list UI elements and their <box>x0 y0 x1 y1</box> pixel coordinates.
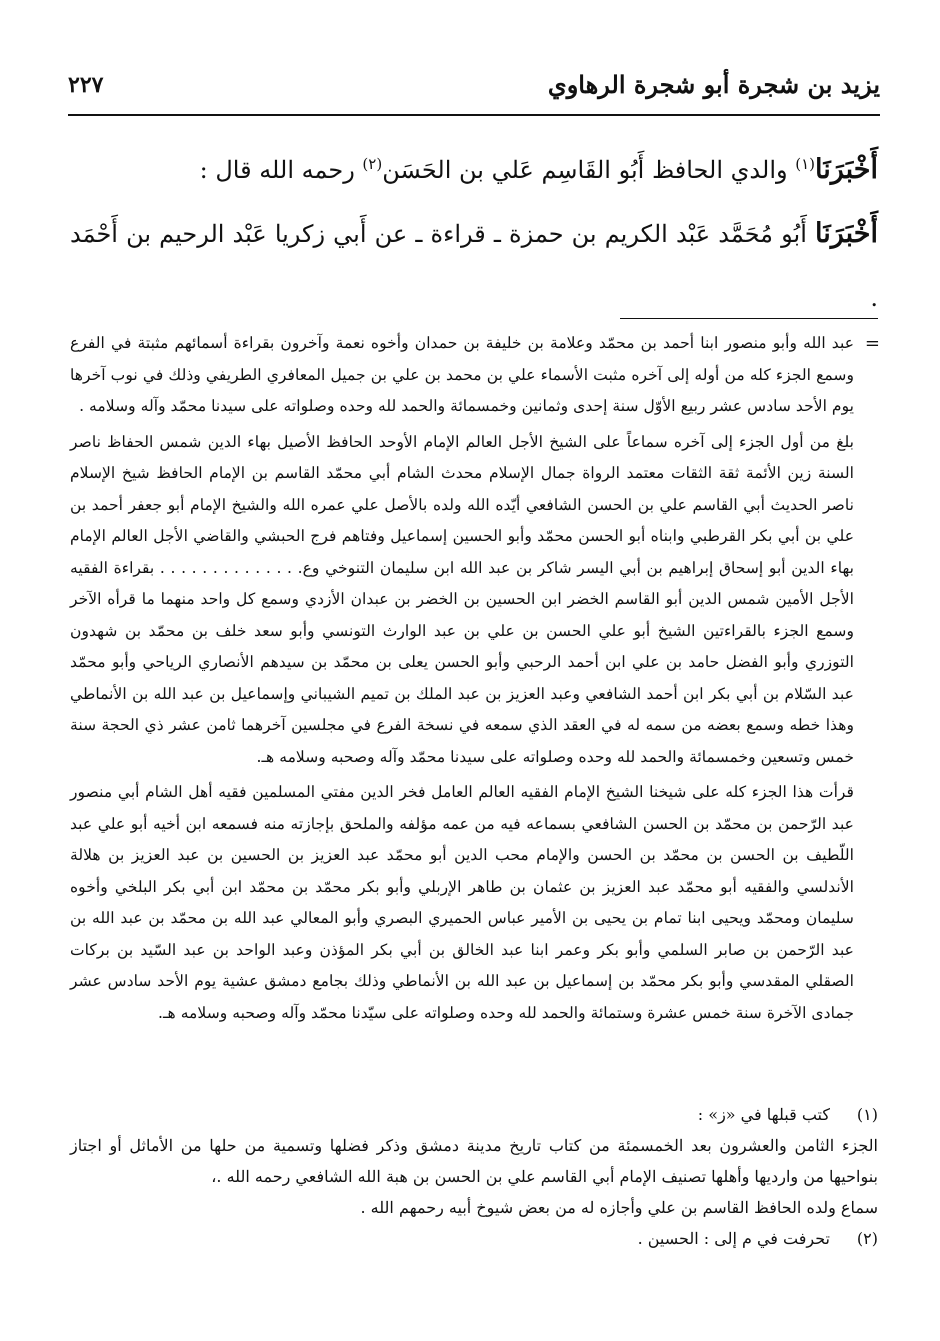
continuation-mark: = <box>864 333 880 354</box>
paragraph-1-end: رحمه الله قال : <box>199 156 363 184</box>
page-header <box>68 70 880 110</box>
paragraph-1-text: والدي الحافظ أَبُو القَاسِم عَلي بن الحَسَن <box>382 156 796 184</box>
footnote-lead: كتب قبلها في «ز» : <box>697 1105 830 1124</box>
page-number: ٢٢٧ <box>68 72 104 98</box>
footnote-2 <box>70 1223 878 1254</box>
footnote-continuation <box>70 328 880 1029</box>
main-text <box>70 138 878 330</box>
main-paragraph-1 <box>70 138 878 202</box>
footnote-number: (١) <box>856 1105 878 1124</box>
footnote-number: (٢) <box>856 1229 878 1248</box>
footnote-1 <box>70 1099 878 1130</box>
keyword-akhbarana-2: أَخْبَرَنَا <box>815 218 878 249</box>
running-title: يزيد بن شجرة أبو شجرة الرهاوي <box>547 70 880 99</box>
main-paragraph-2 <box>70 202 878 330</box>
header-rule <box>68 114 880 116</box>
footnote-ref-2[interactable]: (٢) <box>362 155 383 173</box>
footnotes <box>70 1099 878 1254</box>
footnote-lead: تحرفت في م إلى : الحسين . <box>637 1229 830 1248</box>
colophon-block-1: عبد الله وأبو منصور ابنا أحمد بن محمّد وعلامة بن خليفة بن حمدان وأخوه نعمة وآخرون بقراءة أسمائهم مثبتة في الفرع وسمع الجزء كله من أوله إلى آخره مثبت الأسماء علي بن محمد بن علي بن جميل المعافري الطريفي وذلك في نوب آخرها يوم الأحد سادس عشر ربيع الأوّل سنة إحدى وثمانين وخمسمائة والحمد لله وحده وصلواته على سيدنا محمّد وآله وسلامه . <box>70 334 854 415</box>
footnote-rule <box>620 318 878 319</box>
footnote-1-sub: سماع ولده الحافظ القاسم بن علي وأجازه له من بعض شيوخ أبيه رحمهم الله . <box>360 1198 878 1217</box>
keyword-akhbarana: أَخْبَرَنَا <box>815 154 878 185</box>
colophon-block-3: قرأت هذا الجزء كله على شيخنا الشيخ الإمام الفقيه العالم العامل فخر الدين مفتي المسلمين فقيه أهل الشام أبي منصور عبد الرّحمن بن محمّد بن الحسن الشافعي بسماعه فيه من عمه مؤلفه والملحق بإجازته منه فسمعه ابن أخيه أبو علي عبد اللّطيف بن الحسن بن محمّد بن الحسن والإمام محب الدين أبو محمّد عبد العزيز بن الحسين بن عبد العزيز بن هلالة الأندلسي والفقيه أبو محمّد عبد العزيز بن عثمان بن طاهر الإربلي وأبو بكر محمّد بن محمّد ابن أبي بكر البلخي وأخوه سليمان ومحمّد ويحيى ابنا تمام بن يحيى بن الأمير عباس الحميري البصري وأبو المعالي عبد الله بن محمّد بن عبد الله بن عبد الرّحمن بن صابر السلمي وأبو بكر وعمر ابنا عبد الخالق بن أبي بكر المؤذن وعبد الواحد بن عبد السّيد بن بركات الصقلي المقدسي وأبو بكر محمّد بن إسماعيل بن عبد الله بن الأنماطي وذلك بجامع دمشق عشية يوم الأحد سادس عشر جمادى الآخرة سنة خمس عشرة وستمائة والحمد لله وحده وصلواته على سيّدنا محمّد وآله وصحبه وسلامه هـ. <box>70 783 855 1022</box>
footnote-1-body: الجزء الثامن والعشرون بعد الخمسمئة من كتاب تاريخ مدينة دمشق وذكر فضلها وتسمية من حلها من الأماثل أو اجتاز بنواحيها من وارديها وأهلها تصنيف الإمام أبي القاسم علي بن الحسن بن هبة الله الشافعي رحمه الله .، <box>70 1136 878 1186</box>
colophon-block-2: بلغ من أول الجزء إلى آخره سماعاً على الشيخ الأجل العالم الإمام الأوحد الحافظ الأصيل بهاء الدين شمس الحفاظ ناصر السنة زين الأئمة ثقة الثقات معتمد الرواة جمال الإسلام محدث الشام أبي محمّد القاسم بن الإمام الحافظ شيخ الإسلام ناصر الحديث أبي القاسم علي بن الحسن الشافعي أيّده الله ولده بالأصل علي عمره الله والشيخ الإمام أبو جعفر أحمد بن علي بن أبي بكر القرطبي وابناه أبو الحسن محمّد وأبو الحسين إسماعيل وفتاهم فرج الحبشي والقاضي الأجل العالم الإمام بهاء الدين أبو إسحاق إبراهيم بن أبي اليسر شاكر بن عبد الله ابن سليمان التنوخي وع. . . . . . . . . . . . . . بقراءة الفقيه الأجل الأمين شمس الدين أبو القاسم الخضر ابن الحسين بن الخضر بن عبدان الأزدي وسمع كل واحد منهما ما قرأه الآخر وسمع الجزء بالقراءتين الشيخ أبو علي الحسن بن علي بن عبد الوارث التونسي وأبو سعد خلف بن محمّد بن شهدون التوزري وأبو الفضل حامد بن علي ابن أحمد الرحبي وأبو الحسن يعلى بن محمّد بن سيدهم الأنصاري الرياحي وأبو محمّد عبد السّلام بن أبي بكر ابن أحمد الشافعي وعبد العزيز بن عبد الملك بن تميم الشيباني وإسماعيل بن عبد الله بن الأنماطي وهذا خطه وسمع بعضه من سمه له في العقد الذي سمعه في نسخة الفرع في مجلسين آخرهما ثامن عشر ذي الحجة سنة خمس وتسعين وخمسمائة والحمد لله وحده وصلواته على سيدنا محمّد وآله وصحبه وسلامه هـ. <box>70 432 855 766</box>
paragraph-2-text: أَبُو مُحَمَّد عَبْد الكريم بن حمزة ـ قراءة ـ عن أَبي زكريا عَبْد الرحيم بن أَحْمَد . <box>70 220 878 312</box>
footnote-ref-1[interactable]: (١) <box>795 155 816 173</box>
